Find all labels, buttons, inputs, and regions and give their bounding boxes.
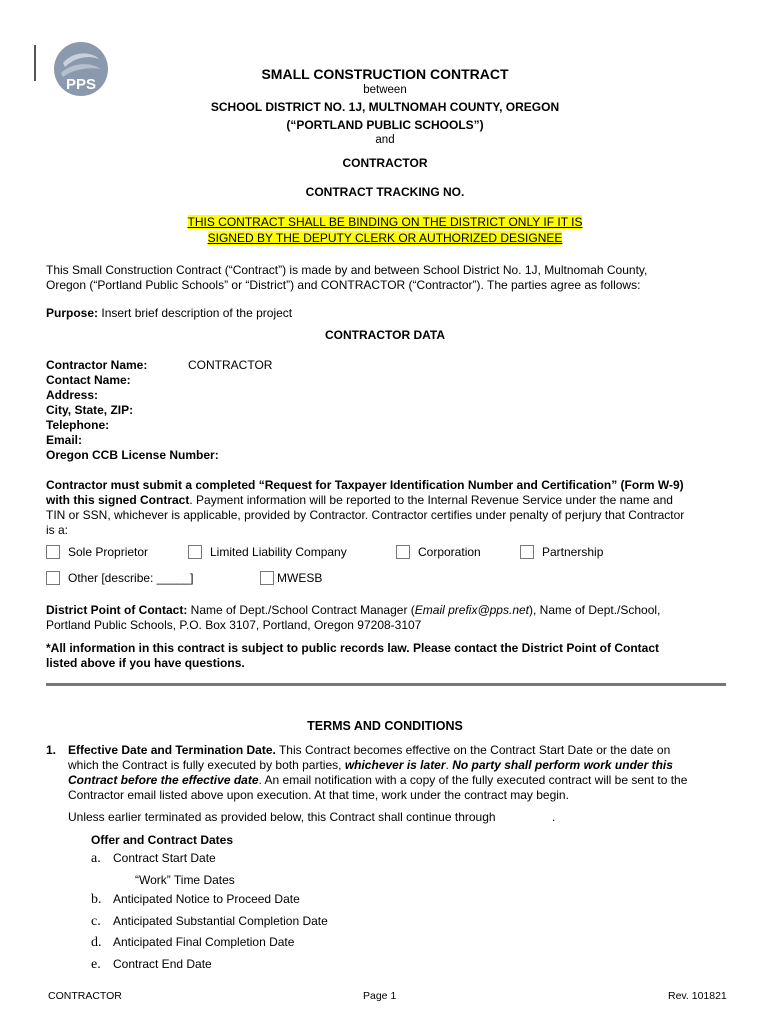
term1-line4: Contractor email listed above upon execution. At that time, work under the contract may begin. <box>68 788 569 802</box>
llc-option[interactable] <box>188 545 347 559</box>
w9-line2: with this signed Contract. Payment information will be reported to the Internal Revenue Service under the name and <box>46 493 673 507</box>
terms-heading: TERMS AND CONDITIONS <box>307 719 463 733</box>
binding-notice-line1: THIS CONTRACT SHALL BE BINDING ON THE DISTRICT ONLY IF IT IS <box>187 215 583 229</box>
date-item-start: a. Contract Start Date <box>91 851 216 866</box>
binding-notice-line2: SIGNED BY THE DEPUTY CLERK OR AUTHORIZED DESIGNEE <box>207 231 563 245</box>
date-item-work-time: “Work” Time Dates <box>135 873 235 887</box>
corporation-option[interactable] <box>396 545 481 559</box>
w9-line3: TIN or SSN, whichever is applicable, provided by Contractor. Contractor certifies under penalty of perjury that Contractor <box>46 508 685 522</box>
sole-proprietor-option[interactable] <box>46 545 148 559</box>
footer-revision: Rev. 101821 <box>668 990 727 1002</box>
partnership-checkbox[interactable] <box>520 545 534 559</box>
between-text: between <box>363 84 407 96</box>
purpose-label: Purpose: <box>46 306 99 320</box>
w9-line1: Contractor must submit a completed “Request for Taxpayer Identification Number and Certification” (Form W-9) <box>46 478 684 492</box>
continue-through-text: Unless earlier terminated as provided below, this Contract shall continue through <box>68 810 496 824</box>
term1-line3: Contract before the effective date. An email notification with a copy of the fully executed contract will be sent to the <box>68 773 688 787</box>
district-alias: (“PORTLAND PUBLIC SCHOOLS”) <box>286 118 484 132</box>
email-label: Email: <box>46 433 83 447</box>
document-title: SMALL CONSTRUCTION CONTRACT <box>261 66 509 82</box>
mwesb-label: MWESB <box>277 571 323 585</box>
section-divider <box>46 683 726 686</box>
term-number: 1. <box>46 743 57 757</box>
date-item-ntp: b. Anticipated Notice to Proceed Date <box>91 892 300 907</box>
footer-page-number: Page 1 <box>363 990 397 1002</box>
corporation-checkbox[interactable] <box>396 545 410 559</box>
date-item-end: e. Contract End Date <box>91 957 212 972</box>
contact-name-label: Contact Name: <box>46 373 131 387</box>
date-item-substantial: c. Anticipated Substantial Completion Date <box>91 914 328 929</box>
llc-label: Limited Liability Company <box>210 545 347 559</box>
district-name: SCHOOL DISTRICT NO. 1J, MULTNOMAH COUNTY, OREGON <box>210 100 560 114</box>
date-item-final: d. Anticipated Final Completion Date <box>91 935 295 950</box>
public-records-line1: *All information in this contract is subject to public records law. Please contact the District Point of Contact <box>46 641 659 655</box>
contractor-name-label: Contractor Name: <box>46 358 148 372</box>
address-label: Address: <box>46 388 99 402</box>
offer-dates-heading: Offer and Contract Dates <box>91 833 234 847</box>
partnership-option[interactable] <box>520 545 603 559</box>
sole-proprietor-label: Sole Proprietor <box>68 545 149 559</box>
ccb-license-label: Oregon CCB License Number: <box>46 448 219 462</box>
other-label: Other [describe: _____] <box>68 571 194 585</box>
and-text: and <box>375 134 395 146</box>
contract-tracking-no: CONTRACT TRACKING NO. <box>305 185 465 199</box>
contractor-name-value: CONTRACTOR <box>188 358 273 372</box>
llc-checkbox[interactable] <box>188 545 202 559</box>
intro-line2: Oregon (“Portland Public Schools” or “District”) and CONTRACTOR (“Contractor”). The parties agree as follows: <box>46 278 641 292</box>
mwesb-option[interactable] <box>260 571 322 585</box>
continue-through-period: . <box>552 810 556 824</box>
corporation-label: Corporation <box>418 545 481 559</box>
purpose <box>46 306 292 320</box>
contractor-heading: CONTRACTOR <box>342 156 428 170</box>
public-records-line2: listed above if you have questions. <box>46 656 245 670</box>
contractor-data-heading: CONTRACTOR DATA <box>325 328 445 342</box>
city-state-zip-label: City, State, ZIP: <box>46 403 134 417</box>
district-contact-line2: Portland Public Schools, P.O. Box 3107, Portland, Oregon 97208-3107 <box>46 618 422 632</box>
intro-line1: This Small Construction Contract (“Contract”) is made by and between School District No. 1J, Multnomah County, <box>46 263 648 277</box>
term1-line2: which the Contract is fully executed by both parties, whichever is later. No party shall perform work under this <box>68 758 673 772</box>
partnership-label: Partnership <box>542 545 604 559</box>
mwesb-checkbox[interactable] <box>260 571 274 585</box>
term1-line1: Effective Date and Termination Date. This Contract becomes effective on the Contract Start Date or the date on <box>68 743 671 757</box>
other-checkbox[interactable] <box>46 571 60 585</box>
purpose-value: Insert brief description of the project <box>101 306 293 320</box>
contact-email: Email prefix@pps.net <box>414 603 529 617</box>
svg-text:PPS: PPS <box>65 76 97 93</box>
sole-proprietor-checkbox[interactable] <box>46 545 60 559</box>
footer-left: CONTRACTOR <box>48 990 122 1002</box>
other-option[interactable] <box>46 571 193 585</box>
telephone-label: Telephone: <box>46 418 110 432</box>
district-contact-line1: District Point of Contact: Name of Dept./School Contract Manager (Email prefix@pps.net), Name of Dept./School, <box>46 603 661 617</box>
w9-line4: is a: <box>46 523 69 537</box>
